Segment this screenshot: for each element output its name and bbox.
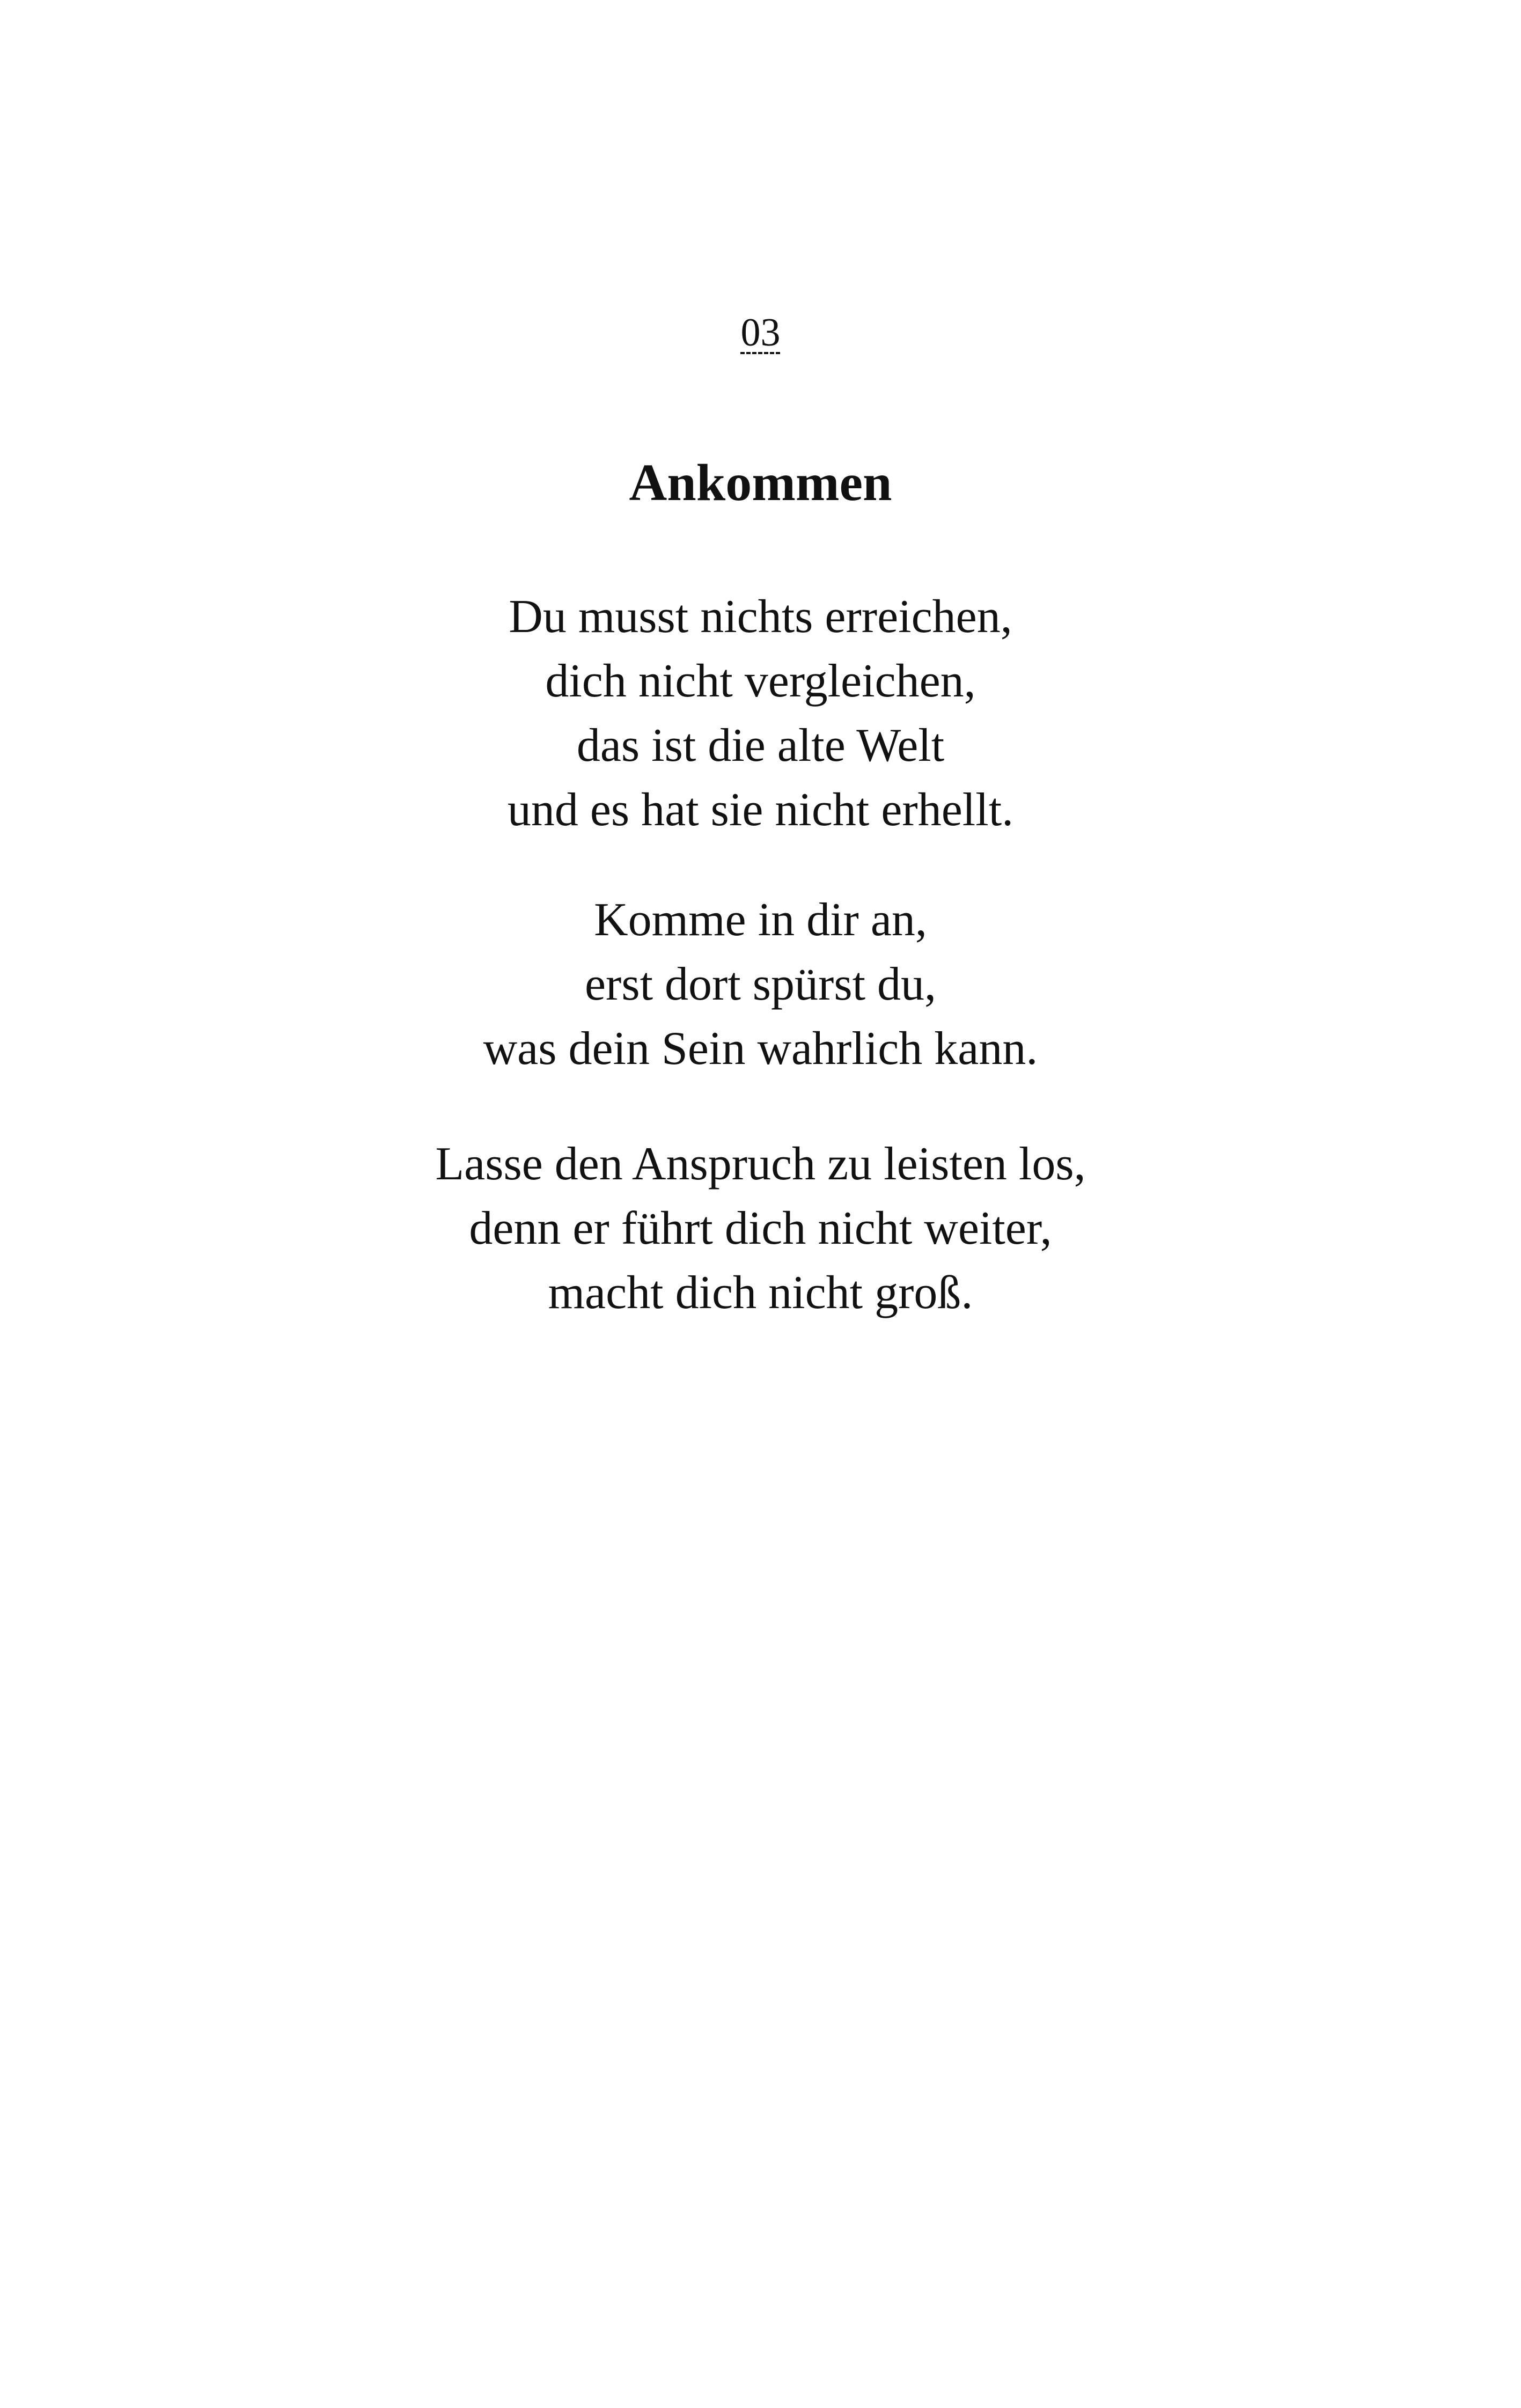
poem-line: das ist die alte Welt xyxy=(576,720,945,772)
poem-line: was dein Sein wahrlich kann. xyxy=(483,1023,1038,1075)
poem-line: Komme in dir an, xyxy=(594,894,927,946)
stanza-2 xyxy=(0,888,1521,1081)
poem-line: dich nicht vergleichen, xyxy=(545,655,976,707)
poem-line: denn er führt dich nicht weiter, xyxy=(469,1202,1052,1254)
poem-line: erst dort spürst du, xyxy=(584,958,937,1010)
poem-title: Ankommen xyxy=(629,454,892,512)
poem-number: 03 xyxy=(740,311,781,355)
poem-line: Du musst nichts erreichen, xyxy=(509,591,1012,643)
poem-line: Lasse den Anspruch zu leisten los, xyxy=(435,1138,1086,1190)
stanza-3 xyxy=(0,1132,1521,1325)
stanza-1 xyxy=(0,585,1521,842)
poem-line: und es hat sie nicht erhellt. xyxy=(507,784,1014,836)
poem-line: macht dich nicht groß. xyxy=(548,1267,973,1319)
